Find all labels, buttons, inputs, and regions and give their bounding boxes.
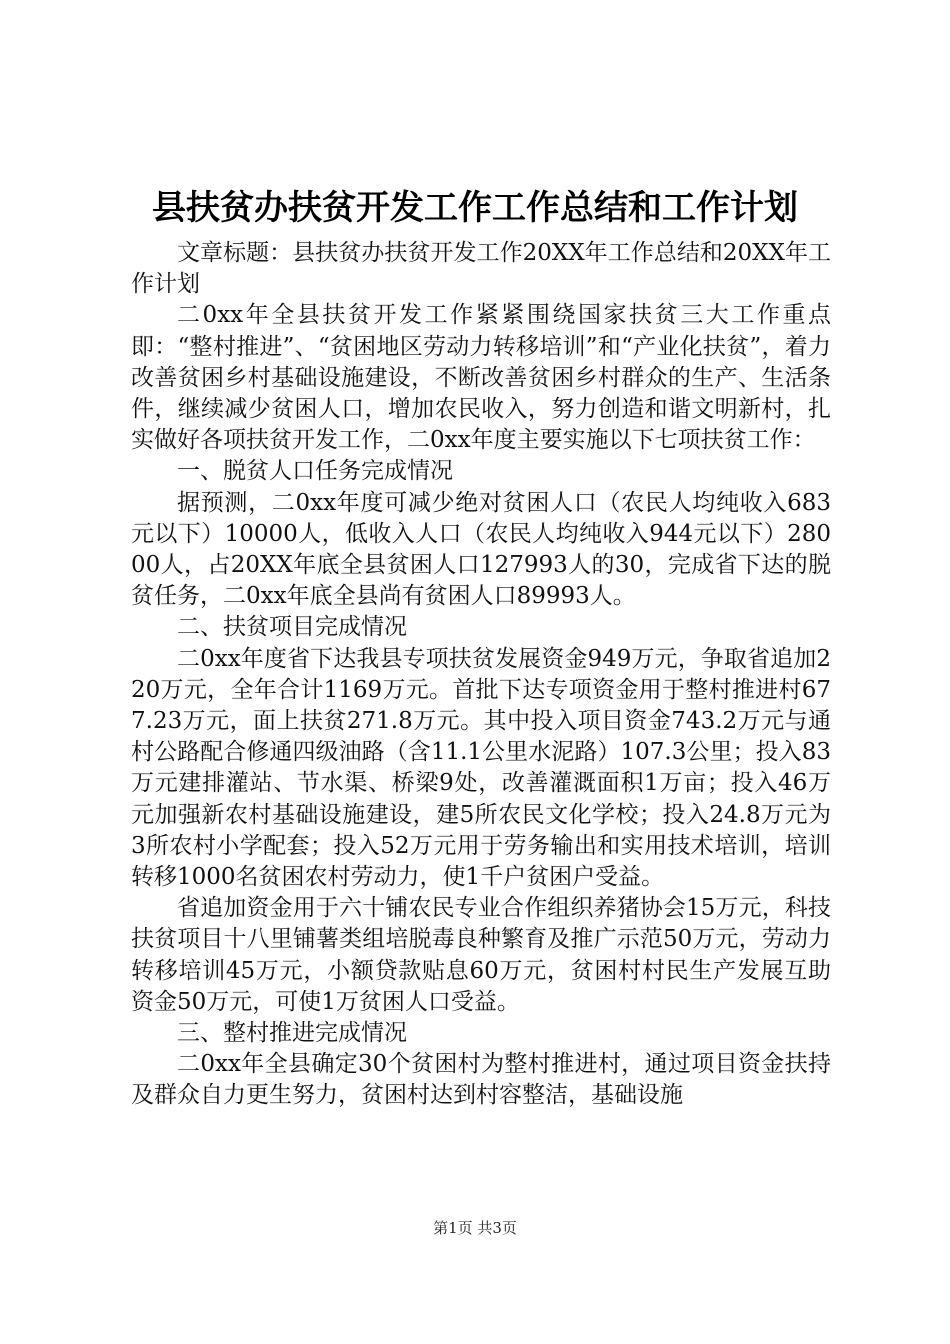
intro-paragraph: 二0xx年全县扶贫开发工作紧紧围绕国家扶贫三大工作重点即：“整村推进”、“贫困地区劳动力转移培训”和“产业化扶贫”，着力改善贫困乡村基础设施建设，不断改善贫困乡村群众的生产、生活条件，继续减少贫困人口，增加农民收入，努力创造和谐文明新村，扎实做好各项扶贫开发工作，二0xx年度主要实施以下七项扶贫工作： [131, 302, 831, 454]
section-heading-2: 二、扶贫项目完成情况 [177, 614, 407, 641]
section-heading-3: 三、整村推进完成情况 [177, 1020, 407, 1047]
section-1-paragraph: 据预测，二0xx年度可减少绝对贫困人口（农民人均纯收入683元以下）10000人，低收入人口（农民人均纯收入944元以下）28000人，占20XX年底全县贫困人口127993人的30，完成省下达的脱贫任务，二0xx年底全县尚有贫困人口89993人。 [131, 489, 831, 610]
section-heading-1: 一、脱贫人口任务完成情况 [177, 458, 453, 485]
section-2-paragraph-1: 二0xx年度省下达我县专项扶贫发展资金949万元，争取省追加220万元，全年合计1169万元。首批下达专项资金用于整村推进村677.23万元，面上扶贫271.8万元。其中投入项目资金743.2万元与通村公路配合修通四级油路（含11.1公里水泥路）107.3公里；投入83万元建排灌站、节水渠、桥梁9处，改善灌溉面积1万亩；投入46万元加强新农村基础设施建设，建5所农民文化学校；投入24.8万元为3所农村小学配套；投入52万元用于劳务输出和实用技术培训，培训转移1000名贫困农村劳动力，使1千户贫困户受益。 [131, 645, 831, 891]
section-2-paragraph-2: 省追加资金用于六十铺农民专业合作组织养猪协会15万元，科技扶贫项目十八里铺薯类组培脱毒良种繁育及推广示范50万元，劳动力转移培训45万元，小额贷款贴息60万元，贫困村村民生产发展互助资金50万元，可使1万贫困人口受益。 [131, 895, 831, 1015]
document-body [131, 238, 831, 1112]
article-title-line: 文章标题：县扶贫办扶贫开发工作20XX年工作总结和20XX年工作计划 [131, 240, 831, 298]
document-title: 县扶贫办扶贫开发工作工作总结和工作计划 [152, 188, 798, 228]
page-footer: 第1页 共3页 [433, 1219, 517, 1237]
section-3-paragraph: 二0xx年全县确定30个贫困村为整村推进村，通过项目资金扶持及群众自力更生努力，贫困村达到村容整洁，基础设施 [131, 1051, 831, 1109]
